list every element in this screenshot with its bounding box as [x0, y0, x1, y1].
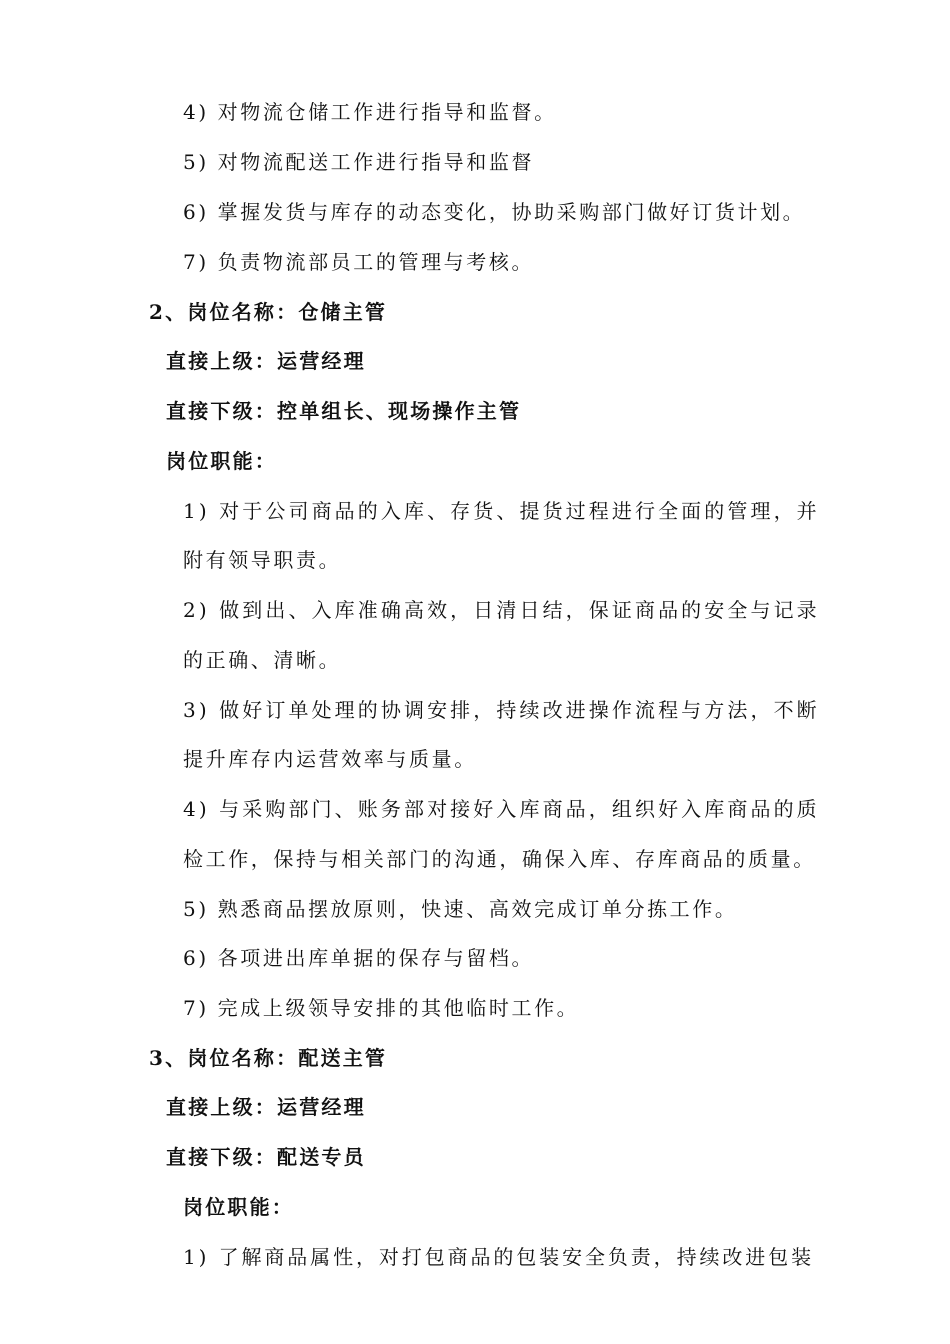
section-2-line: 6) 各项进出库单据的保存与留档。	[183, 946, 535, 970]
intro-item-4: 4) 对物流仓储工作进行指导和监督。	[183, 100, 557, 124]
section-2-line: 5) 熟悉商品摆放原则，快速、高效完成订单分拣工作。	[183, 897, 738, 921]
section-3-duties-label: 岗位职能：	[183, 1195, 294, 1219]
section-3-line: 1) 了解商品属性，对打包商品的包装安全负责，持续改进包装	[183, 1245, 814, 1269]
section-2-line: 1) 对于公司商品的入库、存货、提货过程进行全面的管理，并	[183, 499, 820, 523]
section-2-line: 检工作，保持与相关部门的沟通，确保入库、存库商品的质量。	[183, 847, 816, 871]
section-2-line: 4) 与采购部门、账务部对接好入库商品，组织好入库商品的质	[183, 797, 820, 821]
section-2-line: 3) 做好订单处理的协调安排，持续改进操作流程与方法，不断	[183, 698, 820, 722]
section-3-subordinate: 直接下级：配送专员	[166, 1145, 366, 1169]
section-2-line: 提升库存内运营效率与质量。	[183, 747, 477, 771]
section-2-heading: 2、岗位名称：仓储主管	[149, 300, 388, 324]
section-2-line: 7) 完成上级领导安排的其他临时工作。	[183, 996, 580, 1020]
section-3-heading: 3、岗位名称：配送主管	[149, 1046, 388, 1070]
section-2-subordinate: 直接下级：控单组长、现场操作主管	[166, 399, 522, 423]
section-2-line: 2) 做到出、入库准确高效，日清日结，保证商品的安全与记录	[183, 598, 820, 622]
section-2-line: 的正确、清晰。	[183, 648, 342, 672]
intro-item-6: 6) 掌握发货与库存的动态变化，协助采购部门做好订货计划。	[183, 200, 806, 224]
section-3-superior: 直接上级：运营经理	[166, 1095, 366, 1119]
intro-item-5: 5) 对物流配送工作进行指导和监督	[183, 150, 535, 174]
section-2-superior: 直接上级：运营经理	[166, 349, 366, 373]
intro-item-7: 7) 负责物流部员工的管理与考核。	[183, 250, 535, 274]
section-2-duties-label: 岗位职能：	[166, 449, 277, 473]
section-2-line: 附有领导职责。	[183, 548, 342, 572]
